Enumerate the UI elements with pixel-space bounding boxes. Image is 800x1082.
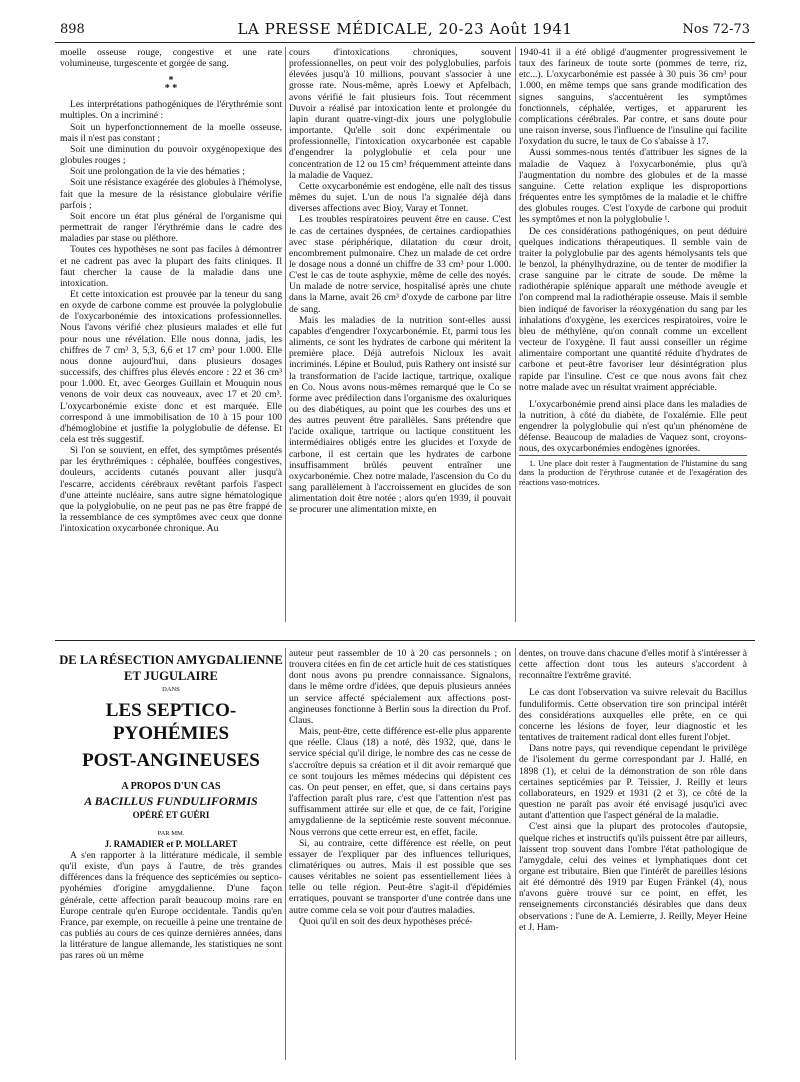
article-title-block [58,652,284,850]
paragraph: C'est ainsi que la plupart des protocoles d'autopsie, quelque riches et instructifs qu'ils puissent être par ailleurs, laissent trop souvent dans l'ombre l'état pathologique de l'amygdale, celui des veines et lymphatiques dont cet organe est tributaire. Bien que l'intérêt de pareilles lésions ait été démontré dès 1919 par Eugen Fränkel (4), nous n'avons guère trouvé sur ce point, en effet, les renseignements circonstanciés désirables que dans deux observations : l'une de A. Lemierre, J. Reilly, Meyer Heine et J. Ham- [519,821,747,933]
paragraph: cours d'intoxications chroniques, souvent professionnelles, on peut voir des polyglobulies, parfois élevées jusqu'à 10 millions, pouvant s'associer à une grosse rate. Nous-même, après Loewy et Apfelbach, avons vérifié le fait plusieurs fois. Tout récemment Duvoir a réalisé par intoxication lente et prolongée du lapin durant quatre-vingt-dix jours une polyglobulie importante. Qu'elle soit donc expérimentale ou professionnelle, l'intoxication oxycarbonée est capable d'engendrer la polyglobulie et cela pour une concentration de 12 ou 15 cm³ fréquemment atteinte dans la maladie de Vaquez. [289,47,511,181]
column-separator [285,47,286,622]
article-column-2 [289,648,511,1060]
header-rule [55,42,755,43]
paragraph: Dans notre pays, qui revendique cependant le privilège de l'isolement du germe correspondant par J. Hallé, en 1898 (1), et celui de la démonstration de son rôle dans certaines septicémies par P. Teissier, J. Reilly et leurs collaborateurs, en 1929 et 1931 (2 et 3), ce côté de la question ne paraît pas avoir été envisagé jusqu'ici avec autant d'attention que l'aspect général de la maladie. [519,743,747,822]
subtitle [58,793,284,809]
column-separator [515,648,516,1060]
conclusion-paragraph: L'oxycarbonémie prend ainsi place dans les maladies de la nutrition, à côté du diabète, de l'oxalémie. Elle peut engendrer la polyglobulie qui n'est qu'un phénomène de défense. Beaucoup de maladies de Vaquez sont, croyons-nous, des oxycarbonémies endogènes ignorées. [519,398,747,455]
title-connector: DANS [162,686,180,693]
paragraph: Mais, peut-être, cette différence est-elle plus apparente que réelle. Claus (18) a noté, dès 1932, que, dans le service spécial qu'il dirige, le nombre des cas ne cesse de s'accroître depuis sa création et il dit avoir remarqué que ce sont toujours les mêmes médecins qui dépistent ces cas. On peut penser, en effet, que, si dans certains pays l'affection paraît plus rare, c'est que l'attention n'est pas suffisamment attirée sur elle et que, de ce fait, l'origine amygdalienne de la septicémie reste souvent méconnue. Nous verrons que cette erreur est, en effet, facile. [289,726,511,838]
article-column-3 [519,648,747,1060]
paragraph: De ces considérations pathogéniques, on peut déduire quelques indications thérapeutiques. Il semble vain de traiter la polyglobulie par des agents hémolysants tels que le benzol, la phénylhydrazine, ou de tenter de modifier la crase sanguine par le citrate de soude. De même la radiothérapie splénique apparaît une méthode aveugle et l'on comprend mal la radiothérapie osseuse. Mais il semble bien indiqué de favoriser la réoxygénation du sang par les inhalations d'oxygène, les exercices respiratoires, voire le bleu de méthylène, qu'on connaît comme un excellent vecteur de l'oxygène. Il faut aussi conseiller un régime alimentaire comportant une quantité réduite d'hydrates de carbone et peut-être favoriser leur désintégration plus rapide par l'insuline. C'est ce que nous avons fait chez notre malade avec un résultat vraiment appréciable. [519,225,747,393]
paragraph: Soit une prolongation de la vie des hématies ; [70,166,245,178]
paragraph: A s'en rapporter à la littérature médicale, il semble qu'il existe, d'un pays à l'autre, de très grandes différences dans la fréquence des septicémies ou septico-pyohémies d'origine amygdalienne. D'une façon générale, cette affection paraît beaucoup moins rare en Europe centrale qu'en Europe occidentale. Tandis qu'en France, par exemple, on recueille à peine une trentaine de cas publiés au cours de ces quinze dernières années, dans la littérature de langue allemande, les statistiques ne sont pas rares où un même [60,850,282,962]
title-main: LES SEPTICO-PYOHÉMIES [105,700,237,744]
column-separator [285,648,286,1060]
paragraph: Les interprétations pathogéniques de l'érythrémie sont multiples. On a incriminé : [60,99,282,122]
paragraph: Soit une diminution du pouvoir oxygénopexique des globules rouges ; [60,143,282,167]
paragraph: Le cas dont l'observation va suivre relevait du Bacillus funduliformis. Cette observation tire son principal intérêt des considérations auxquelles elle prête, en ce qui concerne les lésions de foyer, leur diagnostic et les tentatives de traitement radical dont elles furent l'objet. [519,687,747,744]
top-column-3 [519,47,747,622]
paragraph: Soit un hyperfonctionnement de la moelle osseuse, mais il n'est pas constant ; [60,121,282,144]
paragraph: Quoi qu'il en soit des deux hypothèses précé- [299,915,473,927]
paragraph: Cette oxycarbonémie est endogène, elle naît des tissus mêmes du sujet. L'un de nous l'a signalée déjà dans diverses affections avec Bioy, Varay et Tonnet. [289,180,511,215]
authors: J. RAMADIER et P. MOLLARET [104,839,238,849]
subtitle: OPÉRÉ ET GUÉRI [132,810,210,820]
byline-prefix: PAR MM. [157,830,185,837]
running-header [60,20,750,42]
paragraph: moelle osseuse rouge, congestive et une rate volumineuse, turgescente et gorgée de sang. [60,47,282,70]
top-column-1 [60,47,282,622]
paragraph: Toutes ces hypothèses ne sont pas faciles à démontrer et ne cadrent pas avec la plupart des faits cliniques. Il faut chercher la cause de la maladie dans une intoxication. [60,244,282,289]
paragraph: dentes, on trouve dans chacune d'elles motif à s'intéresser à cette affection dont tous les auteurs s'accordent à reconnaître l'extrême gravité. [519,648,747,682]
title-main: POST-ANGINEUSES [82,750,260,771]
page-number: 898 [60,22,85,37]
paragraph: Si, au contraire, cette différence est réelle, on peut essayer de l'expliquer par des influences telluriques, climatériques ou autres. Mais il est possible que ses causes véritables ne soient pas essentiellement liées à telle ou telle région. Peut-être s'agit-il d'épidémies erratiques, pouvant se transporter d'une contrée dans une autre comme cela se voit pour d'autres maladies. [289,837,511,916]
paragraph: auteur peut rassembler de 10 à 20 cas personnels ; on trouvera citées en fin de cet article huit de ces statistiques dont nous avons pu prendre connaissance. Signalons, dans le même ordre d'idées, que depuis plusieurs années un service affecté spécialement aux affections post-angineuses fonctionne à Berlin sous la direction du Prof. Claus. [289,648,511,726]
section-stars: * * * [164,75,178,95]
top-column-2 [289,47,511,622]
title-line: DE LA RÉSECTION AMYGDALIENNE [59,653,283,667]
paragraph: Les troubles respiratoires peuvent être en cause. C'est le cas de certaines dyspnées, de certaines cardiopathies avec stase périphérique, dilatation du cœur droit, encombrement pulmonaire. Chez un malade de cet ordre le dosage nous a donné un chiffre de 33 cm³ pour 1.000. C'est le cas de toute asphyxie, même de celle des noyés. Un malade de notre service, hospitalisé après une chute dans la Marne, avait 26 cm³ d'oxyde de carbone par litre de sang. [289,214,511,315]
paragraph: Mais les maladies de la nutrition sont-elles aussi capables d'engendrer l'oxycarbonémie. Et, parmi tous les aliments, ce sont les hydrates de carbone qui méritent la première place. Déjà autrefois Nicloux les avait incriminés. Lépine et Boulud, puis Rathery ont insisté sur la transformation de l'acide lactique, tartrique, oxalique en Co. Nous avons nous-mêmes remarqué que le Co se forme avec prédilection dans l'organisme des oxaluriques ou des diabétiques, au point que les courbes des uns et des autres peuvent être parallèles. Sans prétendre que l'acide oxalique, tartrique ou lactique constituent les intermédiaires obligés entre les glucides et l'oxyde de carbone, il est certain que les hydrates de carbone insuffisamment brûlés peuvent entraîner une oxycarbonémie. Chez notre malade, l'ascension du Co du sang parallèlement à l'accroissement en glucides de son alimentation doit être notée ; alors qu'en 1939, il pouvait se procurer une alimentation mixte, en [289,314,511,516]
footnote: 1. Une place doit rester à l'augmentation de l'histamine du sang dans la production de l'érythrose cutanée et de l'exagération des réactions vaso-motrices. [519,455,747,488]
subtitle: A PROPOS D'UN CAS [121,781,221,792]
column-separator [515,47,516,622]
paragraph: Soit une résistance exagérée des globules à l'hémolyse, fait que la mesure de la résistance globulaire vérifie parfois ; [60,177,282,211]
paragraph: Si l'on se souvient, en effet, des symptômes présentés par les érythrémiques : céphalée, bouffées congestives, douleurs, accidents cutanés pouvant aller jusqu'à l'escarre, accidents cérébraux revêtant parfois l'aspect d'une atteinte nucléaire, sans autre signe hématologique que la polyglobulie, on ne peut pas ne pas être frappé de la ressemblance de ces symptômes avec ceux que donne l'intoxication oxycarbonée chronique. Au [60,445,282,535]
issue-number: Nos 72-73 [682,22,750,37]
subtitle-italic: A BACILLUS FUNDULIFORMIS [84,794,258,808]
article-separator-rule [55,640,755,641]
paragraph: Soit encore un état plus général de l'organisme qui permettrait de ranger l'érythrémie dans le cadre des maladies par stase ou pléthore. [60,210,282,245]
paragraph: 1940-41 il a été obligé d'augmenter progressivement le taux des farineux de toute sorte (pommes de terre, riz, etc...). L'oxycarbonémie est passée à 30 puis 36 cm³ pour 1.000, en même temps que sans grande modification des signes sanguins, s'accentuèrent les symptômes fonctionnels, céphalée, vertiges, et apparurent les complications cérébrales. Par contre, et sans doute pour une raison inverse, sous l'influence de l'insuline qui facilite l'oxydation du sucre, le taux de Co s'abaisse à 17. [519,47,747,148]
article-column-1 [60,850,282,1060]
title-line: ET JUGULAIRE [124,669,218,683]
paragraph: Aussi sommes-nous tentés d'attribuer les signes de la maladie de Vaquez à l'oxycarbonémie, plus qu'à l'augmentation du nombre des globules et de la masse sanguine. Cette relation explique les disproportions fréquentes entre les symptômes de la maladie et le chiffre des globules rouges. C'est l'oxyde de carbone qui produit les symptômes et non la polyglobulie ¹. [519,147,747,226]
paragraph: Et cette intoxication est prouvée par la teneur du sang en oxyde de carbone comme est prouvée la polyglobulie de l'oxycarbonémie des intoxications professionnelles. Nous l'avons vérifié chez plusieurs malades et elle fut pour nous une révélation. Elle nous donna, jadis, les chiffres de 7 cm³ 3, 5,3, 6,6 et 17 cm³ pour 1.000. Elle nous donne aujourd'hui, dans plusieurs dosages successifs, des chiffres plus élevés encore : 22 et 36 cm³ pour 1.000. Et, avec Georges Guillain et Mouquin nous venons de voir deux cas nouveaux, avec 17 et 20 cm³. L'oxycarbonémie existe donc et est marquée. Elle correspond à une immobilisation de 10 à 15 pour 100 d'hémoglobine et justifie la polyglobulie de défense. Et cela est très suggestif. [60,288,282,445]
journal-title: LA PRESSE MÉDICALE, 20-23 Août 1941 [237,20,573,38]
